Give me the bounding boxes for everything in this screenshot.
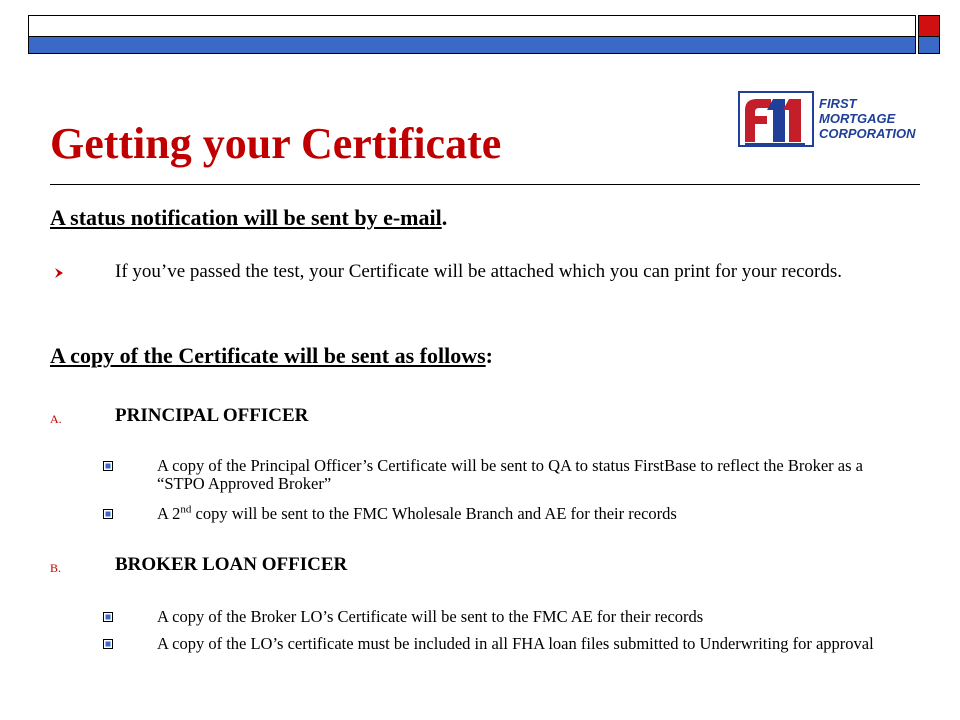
square-bullet-icon <box>103 461 113 471</box>
banner-red-square <box>918 15 940 37</box>
status-heading-suffix: . <box>441 205 448 230</box>
section-b-item-1: A copy of the Broker LO’s Certificate will be sent to the FMC AE for their records <box>157 607 704 626</box>
banner-blue-square <box>918 37 940 54</box>
section-a-item-2 <box>157 505 897 523</box>
banner-top-bar <box>28 15 916 37</box>
item-text-post: copy will be sent to the FMC Wholesale Branch and AE for their records <box>191 504 677 523</box>
copy-heading-text: A copy of the Certificate will be sent as follows <box>50 343 486 368</box>
status-bullet-text: If you’ve passed the test, your Certificate will be attached which you can print for your records. <box>115 261 843 282</box>
arrow-bullet-icon <box>52 266 66 280</box>
section-a-marker: A. <box>50 412 62 426</box>
square-bullet-icon <box>103 639 113 649</box>
section-a-item-1: A copy of the Principal Officer’s Certificate will be sent to QA to status FirstBase to reflect the Broker as a “STPO Approved Broker” <box>157 456 863 493</box>
status-notification-heading <box>50 204 447 232</box>
section-b-marker: B. <box>50 561 62 575</box>
section-b-heading: BROKER LOAN OFFICER <box>115 554 348 575</box>
company-logo <box>737 90 933 148</box>
logo-graphic <box>737 90 933 148</box>
square-bullet-icon <box>103 612 113 622</box>
logo-text-line-1: FIRST <box>819 96 857 111</box>
copy-heading-suffix: : <box>485 343 493 368</box>
banner-blue-bar <box>28 37 916 54</box>
status-heading-text: A status notification will be sent by e-mail <box>50 205 442 230</box>
logo-text-line-3: CORPORATION <box>819 126 916 141</box>
section-b-item-2: A copy of the LO’s certificate must be included in all FHA loan files submitted to Underwriting for approval <box>157 634 874 653</box>
copy-heading <box>50 342 493 370</box>
item-text-sup: nd <box>180 503 192 516</box>
title-divider <box>50 184 920 185</box>
page-title: Getting your Certificate <box>50 119 502 168</box>
item-text-pre: A 2 <box>157 504 181 523</box>
logo-text-line-2: MORTGAGE <box>819 111 896 126</box>
square-bullet-icon <box>103 509 113 519</box>
section-a-heading: PRINCIPAL OFFICER <box>115 405 309 426</box>
